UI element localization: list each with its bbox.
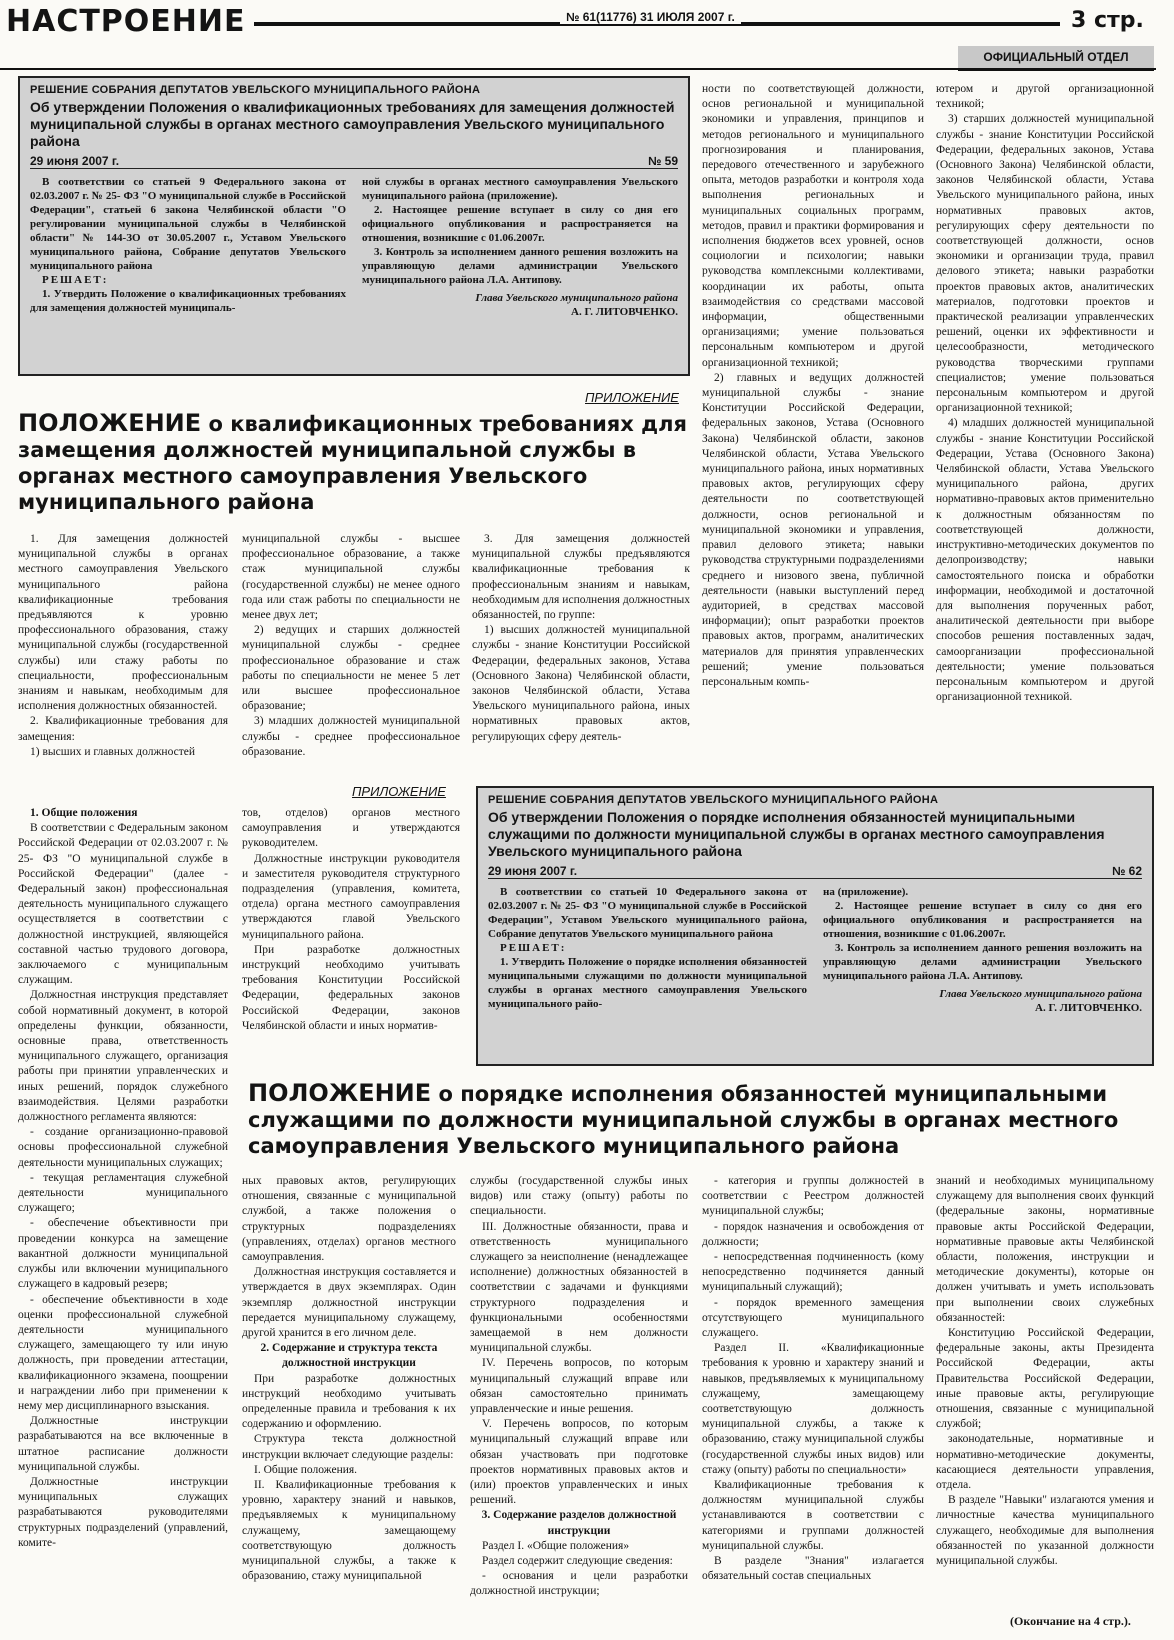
paragraph: 2. Квалификационные требования для замещения: [18,715,228,743]
paragraph: IV. Перечень вопросов, по которым муниципальный служащий вправе или обязан самостоятельно принимать управленческие и иные решения. [470,1357,688,1416]
paragraph: муниципальной службы - высшее профессиональное образование, а также стаж муниципальной службы (государственной службы) не менее одного года или стаж работы по специальности не менее двух лет; [242,533,460,622]
paragraph: 1) высших должностей муниципальной службы - знание Конституции Российской Федерации, федеральных законов, Устава (Основного Закона) Челябинской области, законов Челябинской области, Устава Увельского муниципального района, иных нормативных правовых актов, регулирующих сферу деятель- [472,624,690,743]
paragraph: Раздел содержит следующие сведения: [482,1555,673,1568]
paragraph: 4) младших должностей муниципальной службы - знание Конституции Российской Федерации, Устава (Основного Закона) Челябинской области, Устава Увельского муниципального района, других нормативно-правовых актов применительно к должностным обязанностям по соответствующей должности, инструктивно-методических документов по делопроизводству; навыки самостоятельного поиска и обработки информации, необходимой и достаточной для выполнения порученных работ, аналитической деятельности при выборе способов решения поставленных задач, самоорганизации профессиональной деятельности; умение пользоваться персональным компьютером и другой организационной техникой. [936,417,1154,704]
paragraph: - непосредственная подчиненность (кому непосредственно подчиняется данный муниципальный служащий); [702,1251,924,1294]
p2-column-3 [470,1174,688,1600]
section-heading: 1. Общие положения [30,807,138,819]
signature-role: Глава Увельского муниципального района [475,292,678,304]
paragraph: Должностная инструкция представляет собой нормативный документ, в которой определены функции, обязанности, основные права, ответственность муниципального служащего, организация работы при принятии управленческих и иных решений, порядок служебного взаимодействия. Целями разработки должностного регламента являются: [18,989,228,1124]
title-keyword: ПОЛОЖЕНИЕ [18,409,202,437]
signature-name: А. Г. ЛИТОВЧЕНКО. [1035,1002,1142,1014]
p2-column-2-bottom [242,1174,456,1584]
decision-item-2: 2. Настоящее решение вступает в силу со дня его официального опубликования и распространяется на отношения, возникшие с 01.06.2007г. [823,900,1142,940]
paragraph: 2) главных и ведущих должностей муниципальной службы - знание Конституции Российской Федерации, федеральных законов, Устава (Основного Закона) Челябинской области, законов Челябинской области, Устава Увельского муниципального района, иных нормативных правовых актов, регулирующих сферу деятельности по соответствующей должности, основ региональной и муниципальной экономики и управления, правил делового этикета; навыки руководства структурными подразделениями среднего и низового звена, публичной деятельности (навыки выступлений перед аудиторией, в средствах массовой информации); опыт разработки проектов правовых актов, программ, аналитических материалов для принятия управленческих решений; умение пользоваться персональным компь- [702,371,924,688]
paragraph: В соответствии с Федеральным законом Российской Федерации от 02.03.2007 г. № 25- ФЗ "О муниципальной службе в Российской Федерации" (далее - Федеральный закон) профессиональная деятельность муниципального служащего осуществляется в соответствии с должностной инструкцией, являющейся составной частью трудового договора, заключаемого с муниципальным служащим. [18,822,228,987]
decision-item-2: 2. Настоящее решение вступает в силу со дня его официального опубликования и распространяется на отношения, возникшие с 01.06.2007г. [362,204,678,244]
paragraph: тов, отделов) органов местного самоуправления и утверждаются руководителем. [242,807,460,850]
paragraph: 1) высших и главных должностей [30,745,196,758]
paragraph: - текущая регламентация служебной деятельности муниципального служащего; [18,1171,228,1215]
decision-item-1-cont: ной службы в органах местного самоуправления Увельского муниципального района (приложение). [362,176,678,202]
title-keyword: ПОЛОЖЕНИЕ [248,1079,432,1107]
paragraph: службы (государственной службы иных видов) или стажу (опыту) работы по специальности. [470,1175,688,1218]
paragraph: - порядок временного замещения отсутствующего муниципального служащего. [702,1296,924,1340]
decision-number: № 62 [1111,864,1142,878]
decision-preamble: В соответствии со статьей 10 Федерального закона от 02.03.2007 г. № 25- ФЗ "О муниципальной службе в Российской Федерации", Уставом Увельского муниципального района, Собрание депутатов Увельского муниципального района [488,886,807,940]
paragraph: При разработке должностных инструкций необходимо учитывать определенные правила и требования к их содержанию и оформлению. [242,1372,456,1431]
paragraph: 1. Для замещения должностей муниципальной службы в органах местного самоуправления Увельского муниципального района квалификационные требования предъявляются к уровню профессионального образования, стажу муниципальной службы (государственной службы) или стажу работы по специальности, профессиональным знаниям и навыкам, необходимым для исполнения должностных обязанностей. [18,533,228,713]
paragraph: II. Квалификационные требования к уровню, характеру знаний и навыков, предъявляемых к муниципальному служащему, замещающему соответствующую должность муниципальной службы, а также к образованию, стажу муниципальной [242,1479,456,1583]
decision-meta [30,154,678,169]
paragraph: V. Перечень вопросов, по которым муниципальный служащий вправе или обязан участвовать при подготовке проектов нормативных правовых актов и (или) проектов управленческих и иных решений. [470,1418,688,1507]
paragraph: 3) старших должностей муниципальной службы - знание Конституции Российской Федерации, федеральных законов, Устава (Основного Закона) Челябинской области, законов Челябинской области, Устава Увельского муниципального района, иных нормативных правовых актов, регулирующих сферу деятельности по соответствующей должности, основ экономики и организации труда, правил делового этикета; навыки разработки проектов правовых актов, аналитических материалов, подготовки проектов и практической реализации управленческих решений, оценки их эффективности и целесообразности, методического руководства творческими группами специалистов; умение пользоваться персональным компьютером и другой организационной техникой; [936,113,1154,415]
p2-column-4 [702,1174,924,1584]
polozhenie-2-title [248,1080,1154,1159]
title-rest: о порядке исполнения обязанностей муниципальными служащими по должности муниципальной службы в органах местного самоуправления Увельского муниципального района [248,1082,1119,1158]
decision-preamble: В соответствии со статьей 9 Федерального закона от 02.03.2007 г. № 25- ФЗ "О муниципальной службе в Российской Федерации", статьей 6 закона Челябинской области "О регулировании муниципальной службы в Челябинской области" № 144-ЗО от 30.05.2007 г., Уставом Увельского муниципального района, Собрание депутатов Увельского муниципального района [30,176,346,272]
p2-column-1 [18,806,228,1551]
paragraph: Квалификационные требования к должностям муниципальной службы устанавливаются в соответствии с категориями и группами должностей муниципальной службы. [702,1479,924,1552]
paragraph: Должностная инструкция составляется и утверждается в двух экземплярах. Один экземпляр должностной инструкции передается муниципальному служащему, другой хранится в его личном деле. [242,1266,456,1340]
section-heading: 3. Содержание разделов должностной инструкции [481,1509,677,1537]
paragraph: Раздел II. «Квалификационные требования к уровню и характеру знаний и навыков, предъявляемых к муниципальному служащему, замещающему соответствующую должность муниципальной службы, а также к образованию, стажу муниципальной службы (государственной службы иных видов) или стажу (опыту) работы по специальности» [702,1342,924,1476]
paragraph: ных правовых актов, регулирующих отношения, связанные с муниципальной службой, а также положения о структурных подразделениях (управлениях, отделах) органов местного самоуправления. [242,1175,456,1264]
decision-meta [488,864,1142,879]
p1-column-1 [18,532,228,760]
appendix-label-1: ПРИЛОЖЕНИЕ [585,390,679,405]
paragraph: При разработке должностных инструкций необходимо учитывать требования Конституции Российской Федерации, федеральных законов Российской Федерации, законов Челябинской области и иных норматив- [242,943,460,1032]
paragraph: I. Общие положения. [254,1463,358,1476]
paragraph: 3. Для замещения должностей муниципальной службы предъявляются квалификационные требования к профессиональным знаниям и навыкам, необходимым для исполнения должностных обязанностей, по группе: [472,533,690,622]
page-number: 3 стр. [1065,8,1144,33]
newspaper-title: НАСТРОЕНИЕ [6,4,254,39]
p2-column-5 [936,1174,1154,1569]
signature-role: Глава Увельского муниципального района [939,988,1142,1000]
title-rest: о квалификационных требованиях для замещения должностей муниципальной службы в органах местного самоуправления Увельского муниципального района [18,412,687,514]
p2-column-2-top [242,806,460,1034]
decision-item-1: 1. Утвердить Положение о квалификационных требованиях для замещения должностей муниципаль- [30,288,346,314]
decision-item-3: 3. Контроль за исполнением данного решения возложить на управляющую делами администрации Увельского муниципального района Л.А. Антипову. [362,246,678,286]
paragraph: Раздел I. «Общие положения» [482,1539,630,1552]
continued-note: (Окончание на 4 стр.). [1010,1614,1131,1628]
paragraph: - обеспечение объективности в ходе оценки профессиональной служебной деятельности муниципального служащего, замещающего ту или иную должность, при проведении аттестации, квалификационного экзамена, поощрении и награждении либо при применении к нему мер дисциплинарного взыскания. [18,1293,228,1412]
appendix-label-2: ПРИЛОЖЕНИЕ [352,784,446,799]
paragraph: 3) младших должностей муниципальной службы - среднее профессиональное образование. [242,715,460,758]
section-heading: 2. Содержание и структура текста должностной инструкции [260,1342,438,1370]
issue-number: № 61(11776) 31 ИЮЛЯ 2007 г. [560,10,741,24]
decision-box-59 [18,76,690,376]
paragraph: - создание организационно-правовой основы профессиональной служебной деятельности муниципальных служащих; [18,1126,228,1169]
paragraph: Структура текста должностной инструкции включает следующие разделы: [242,1433,456,1461]
decision-title: Об утверждении Положения о порядке исполнения обязанностей муниципальными служащими по должности муниципальной службы в органах местного самоуправления Увельского муниципального района [488,809,1105,859]
decision-title: Об утверждении Положения о квалификационных требованиях для замещения должностей муниципальной службы в органах местного самоуправления Увельского муниципального района [30,99,675,149]
decision-resolves: РЕШАЕТ: [500,942,567,954]
paragraph: знаний и необходимых муниципальному служащему для выполнения своих функций (федеральные законы, нормативные правовые акты Российской Федерации, нормативные правовые акты Челябинской области, положения, инструкции и методические документы), которые он должен учитывать и уметь использовать при выполнении своих служебных обязанностей: [936,1175,1154,1324]
p1-column-3 [472,532,690,745]
paragraph: - порядок назначения и освобождения от должности; [702,1220,924,1248]
paragraph: - категория и группы должностей в соответствии с Реестром должностей муниципальной службы; [702,1175,924,1218]
decision-item-1: 1. Утвердить Положение о порядке исполнения обязанностей муниципальными служащими по должности муниципальной службы в органах местного самоуправления Увельского муниципального райо- [488,956,807,1010]
decision-item-1-cont: на (приложение). [823,886,909,898]
paragraph: III. Должностные обязанности, права и ответственность муниципального служащего за неисполнение (ненадлежащее исполнение) должностных обязанностей в соответствии с задачами и функциями структурного подразделения и функциональными особенностями замещаемой в нем должности муниципальной службы. [470,1220,688,1355]
polozhenie-1-title [18,410,693,515]
paragraph: законодательные, нормативные и нормативно-методические документы, касающиеся деятельности управления, отдела. [936,1433,1154,1492]
decision-header: РЕШЕНИЕ СОБРАНИЯ ДЕПУТАТОВ УВЕЛЬСКОГО МУНИЦИПАЛЬНОГО РАЙОНА [488,794,939,806]
paragraph: - основания и цели разработки должностной инструкции; [470,1570,688,1598]
paragraph: - обеспечение объективности при проведении конкурса на замещение вакантной должности муниципальной службы или включении муниципального служащего в кадровый резерв; [18,1217,228,1291]
decision-box-62 [476,786,1154,1066]
signature-name: А. Г. ЛИТОВЧЕНКО. [571,306,678,318]
paragraph: 2) ведущих и старших должностей муниципальной службы - среднее профессиональное образование и стаж работы по специальности не менее 5 лет или высшее профессиональное образование; [242,624,460,713]
paragraph: ютером и другой организационной техникой; [936,83,1154,111]
decision-header: РЕШЕНИЕ СОБРАНИЯ ДЕПУТАТОВ УВЕЛЬСКОГО МУНИЦИПАЛЬНОГО РАЙОНА [30,84,481,96]
decision-body [488,885,1142,1015]
decision-number: № 59 [647,154,678,168]
p1-column-4 [702,82,924,690]
decision-item-3: 3. Контроль за исполнением данного решения возложить на управляющую делами администрации Увельского муниципального района Л.А. Антипову. [823,942,1142,982]
p1-column-5 [936,82,1154,705]
paragraph: Должностные инструкции руководителя и заместителя руководителя структурного подразделения (управления, комитета, отдела) органа местного самоуправления утверждаются главой Увельского муниципального района. [242,852,460,941]
decision-body [30,175,678,319]
decision-date: 29 июня 2007 г. [30,154,120,168]
paragraph: Должностные инструкции разрабатываются на все включенные в штатное расписание должности муниципальной службы. [18,1415,228,1473]
paragraph: ности по соответствующей должности, основ региональной и муниципальной экономики и управления, принципов и методов регионального и муниципального прогнозирования и планирования, передового отечественного и зарубежного опыта, методов разработки и контроля хода выполнения региональных и муниципальных социальных программ, методов, правил и практики формирования и исполнения бюджетов всех уровней, основ социологии и психологии; навыки руководства комплексными коллективами, координации их работы, опыта взаимодействия со средствами массовой информации, общественными организациями; умение пользоваться персональным компьютером и другой организационной техникой; [702,83,924,369]
paragraph: В разделе "Навыки" излагаются умения и личностные качества муниципального служащего, необходимые для выполнения обязанностей по указанной должности муниципальной службы. [936,1494,1154,1568]
top-rule [0,68,1156,70]
paragraph: Конституцию Российской Федерации, федеральные законы, акты Президента Российской Федерации, акты Правительства Российской Федерации, иные правовые акты, регулирующие отношения, связанные с муниципальной службой; [936,1327,1154,1431]
paragraph: В разделе "Знания" излагается обязательный состав специальных [702,1555,924,1583]
decision-date: 29 июня 2007 г. [488,864,578,878]
p1-column-2 [242,532,460,760]
section-label: ОФИЦИАЛЬНЫЙ ОТДЕЛ [958,46,1154,71]
paragraph: Должностные инструкции муниципальных служащих разрабатываются руководителями структурных подразделений (управлений, комите- [18,1475,228,1549]
decision-resolves: РЕШАЕТ: [42,274,109,286]
